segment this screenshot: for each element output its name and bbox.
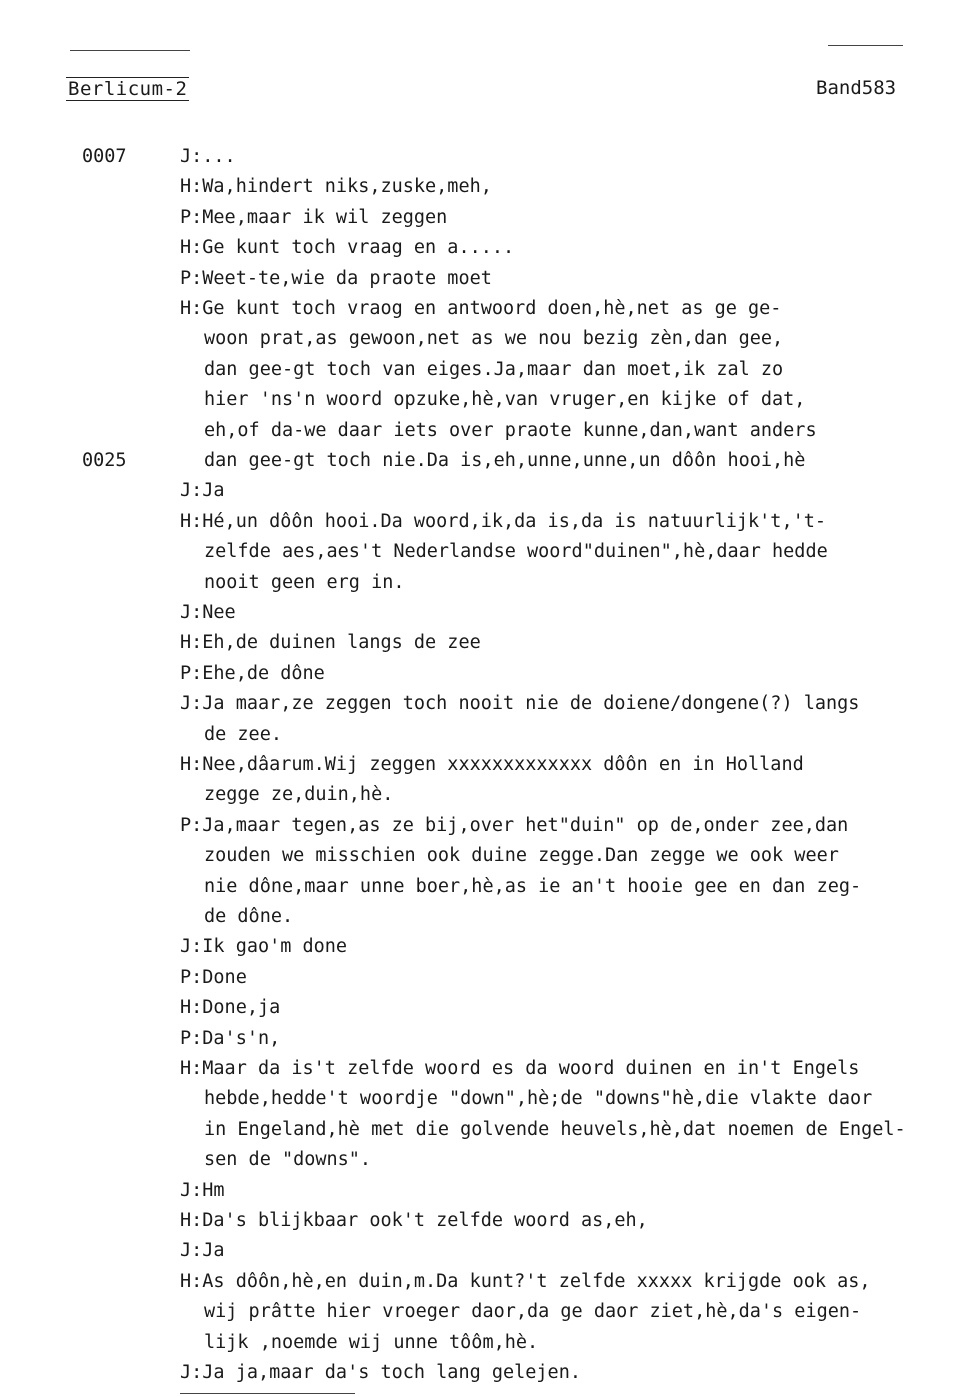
transcript-line-text: H:Da's blijkbaar ook't zelfde woord as,eh, xyxy=(180,1210,648,1231)
transcript-line-text: J:Ja ja,maar da's toch lang gelejen. xyxy=(180,1362,581,1383)
tape-number: Band583 xyxy=(816,77,897,99)
transcript-line-text: hier 'ns'n woord opzuke,hè,van vruger,en kijke of dat, xyxy=(204,389,806,411)
transcript-line xyxy=(0,355,973,385)
transcript-line xyxy=(0,294,973,324)
transcript-line xyxy=(0,1358,973,1388)
transcript-line-text: J:Hm xyxy=(180,1179,225,1201)
transcript-line xyxy=(0,1084,973,1114)
transcript-line xyxy=(0,1054,973,1084)
transcript-line-text: zouden we misschien ook duine zegge.Dan zegge we ook weer xyxy=(204,845,839,867)
transcript-line-text: dan gee-gt toch van eiges.Ja,maar dan moet,ik zal zo xyxy=(204,358,784,380)
transcript-line-text: woon prat,as gewoon,net as we nou bezig zèn,dan gee, xyxy=(204,328,784,350)
transcript-line-text: J:Ja xyxy=(180,1240,225,1262)
transcript-line xyxy=(0,507,973,537)
transcript-line-text: J:Ja maar,ze zeggen toch nooit nie de doiene/dongene(?) langs xyxy=(180,693,860,715)
transcript-line-text: zegge ze,duin,hè. xyxy=(204,784,394,806)
transcript-line xyxy=(0,811,973,841)
transcript-line xyxy=(0,1297,973,1327)
transcript-line xyxy=(0,1236,973,1266)
transcript-line xyxy=(0,1267,973,1297)
transcript-line xyxy=(0,537,973,567)
transcript-line xyxy=(0,598,973,628)
transcript-line-text: lijk ,noemde wij unne tôôm,hè. xyxy=(204,1331,539,1353)
transcript-line-text: P:Da's'n, xyxy=(180,1027,281,1049)
transcript-line xyxy=(0,1145,973,1175)
transcript-line-text: H:Maar da is't zelfde woord es da woord duinen en in't Engels xyxy=(180,1058,860,1079)
transcript-line xyxy=(0,172,973,202)
transcript-line xyxy=(0,1328,973,1358)
transcript-line xyxy=(0,932,973,962)
transcript-line xyxy=(0,841,973,871)
transcript-line xyxy=(0,780,973,810)
transcript-line-text: de zee. xyxy=(204,723,282,745)
transcript-line xyxy=(0,659,973,689)
transcript-line-text: wij prâtte hier vroeger daor,da ge daor ziet,hè,da's eigen- xyxy=(204,1301,862,1323)
transcript-line-text: H:Nee,dâarum.Wij zeggen xxxxxxxxxxxxx dôôn en in Holland xyxy=(180,754,804,775)
bottom-rule xyxy=(180,1393,355,1394)
document-title: Berlicum-2 xyxy=(68,78,188,100)
transcript-line-text: H:As dôôn,hè,en duin,m.Da kunt?'t zelfde xxxxx krijgde ook as, xyxy=(180,1270,871,1292)
transcript-line xyxy=(0,264,973,294)
transcript-line-text: P:Ja,maar tegen,as ze bij,over het"duin" op de,onder zee,dan xyxy=(180,814,849,836)
transcript-line xyxy=(0,993,973,1023)
transcript-line xyxy=(0,416,973,446)
transcript-line xyxy=(0,476,973,506)
transcript-line xyxy=(0,203,973,233)
transcript-line-text: H:Ge kunt toch vraog en antwoord doen,hè,net as ge ge- xyxy=(180,298,782,319)
transcript-line xyxy=(0,233,973,263)
transcript-line-text: P:Mee,maar ik wil zeggen xyxy=(180,206,448,228)
transcript-line xyxy=(0,1206,973,1236)
top-right-scribble xyxy=(828,45,903,46)
transcript-line-text: H:Ge kunt toch vraag en a..... xyxy=(180,237,515,259)
transcript-line-text: sen de "downs". xyxy=(204,1149,372,1171)
timecode: 0007 xyxy=(82,146,127,167)
transcript-line xyxy=(0,446,973,476)
transcript-line-text: dan gee-gt toch nie.Da is,eh,unne,unne,un dôôn hooi,hè xyxy=(204,450,806,471)
transcript-line-text: H:Hé,un dôôn hooi.Da woord,ik,da is,da is natuurlijk't,'t- xyxy=(180,510,827,532)
transcript-line xyxy=(0,720,973,750)
transcript-line xyxy=(0,1024,973,1054)
top-left-scribble xyxy=(70,50,190,51)
transcript-line xyxy=(0,902,973,932)
transcript-line-text: hebde,hedde't woordje "down",hè;de "downs"hè,die vlakte daor xyxy=(204,1088,873,1110)
transcript-line xyxy=(0,385,973,415)
transcript-line-text: nie dône,maar unne boer,hè,as ie an't hooie gee en dan zeg- xyxy=(204,875,862,897)
transcript-line-text: nooit geen erg in. xyxy=(204,571,405,593)
transcript-line-text: J:Ik gao'm done xyxy=(180,936,348,958)
transcript-line-text: H:Done,ja xyxy=(180,997,281,1019)
transcript-line-text: J:... xyxy=(180,146,236,167)
transcript-line xyxy=(0,872,973,902)
transcript-line xyxy=(0,628,973,658)
transcript-line xyxy=(0,568,973,598)
transcript-line-text: J:Nee xyxy=(180,602,236,623)
transcript-line-text: in Engeland,hè met die golvende heuvels,hè,dat noemen de Engel- xyxy=(204,1118,906,1140)
transcript-line xyxy=(0,750,973,780)
transcript-line-text: H:Wa,hindert niks,zuske,meh, xyxy=(180,176,492,198)
transcript-line xyxy=(0,963,973,993)
transcript-line-text: H:Eh,de duinen langs de zee xyxy=(180,632,481,654)
timecode: 0025 xyxy=(82,450,127,471)
transcript-line-text: zelfde aes,aes't Nederlandse woord"duinen",hè,daar hedde xyxy=(204,541,828,563)
transcript-line xyxy=(0,1176,973,1206)
transcript-line-text: eh,of da-we daar iets over praote kunne,dan,want anders xyxy=(204,419,817,441)
transcript-line-text: J:Ja xyxy=(180,480,225,502)
transcript-line-text: P:Weet-te,wie da praote moet xyxy=(180,267,492,289)
transcript-line xyxy=(0,1115,973,1145)
transcript-line-text: P:Ehe,de dône xyxy=(180,662,325,684)
transcript-line xyxy=(0,324,973,354)
transcript-line-text: P:Done xyxy=(180,966,247,988)
transcript-line xyxy=(0,689,973,719)
transcript-line xyxy=(0,142,973,172)
transcript-line-text: de dône. xyxy=(204,906,294,927)
